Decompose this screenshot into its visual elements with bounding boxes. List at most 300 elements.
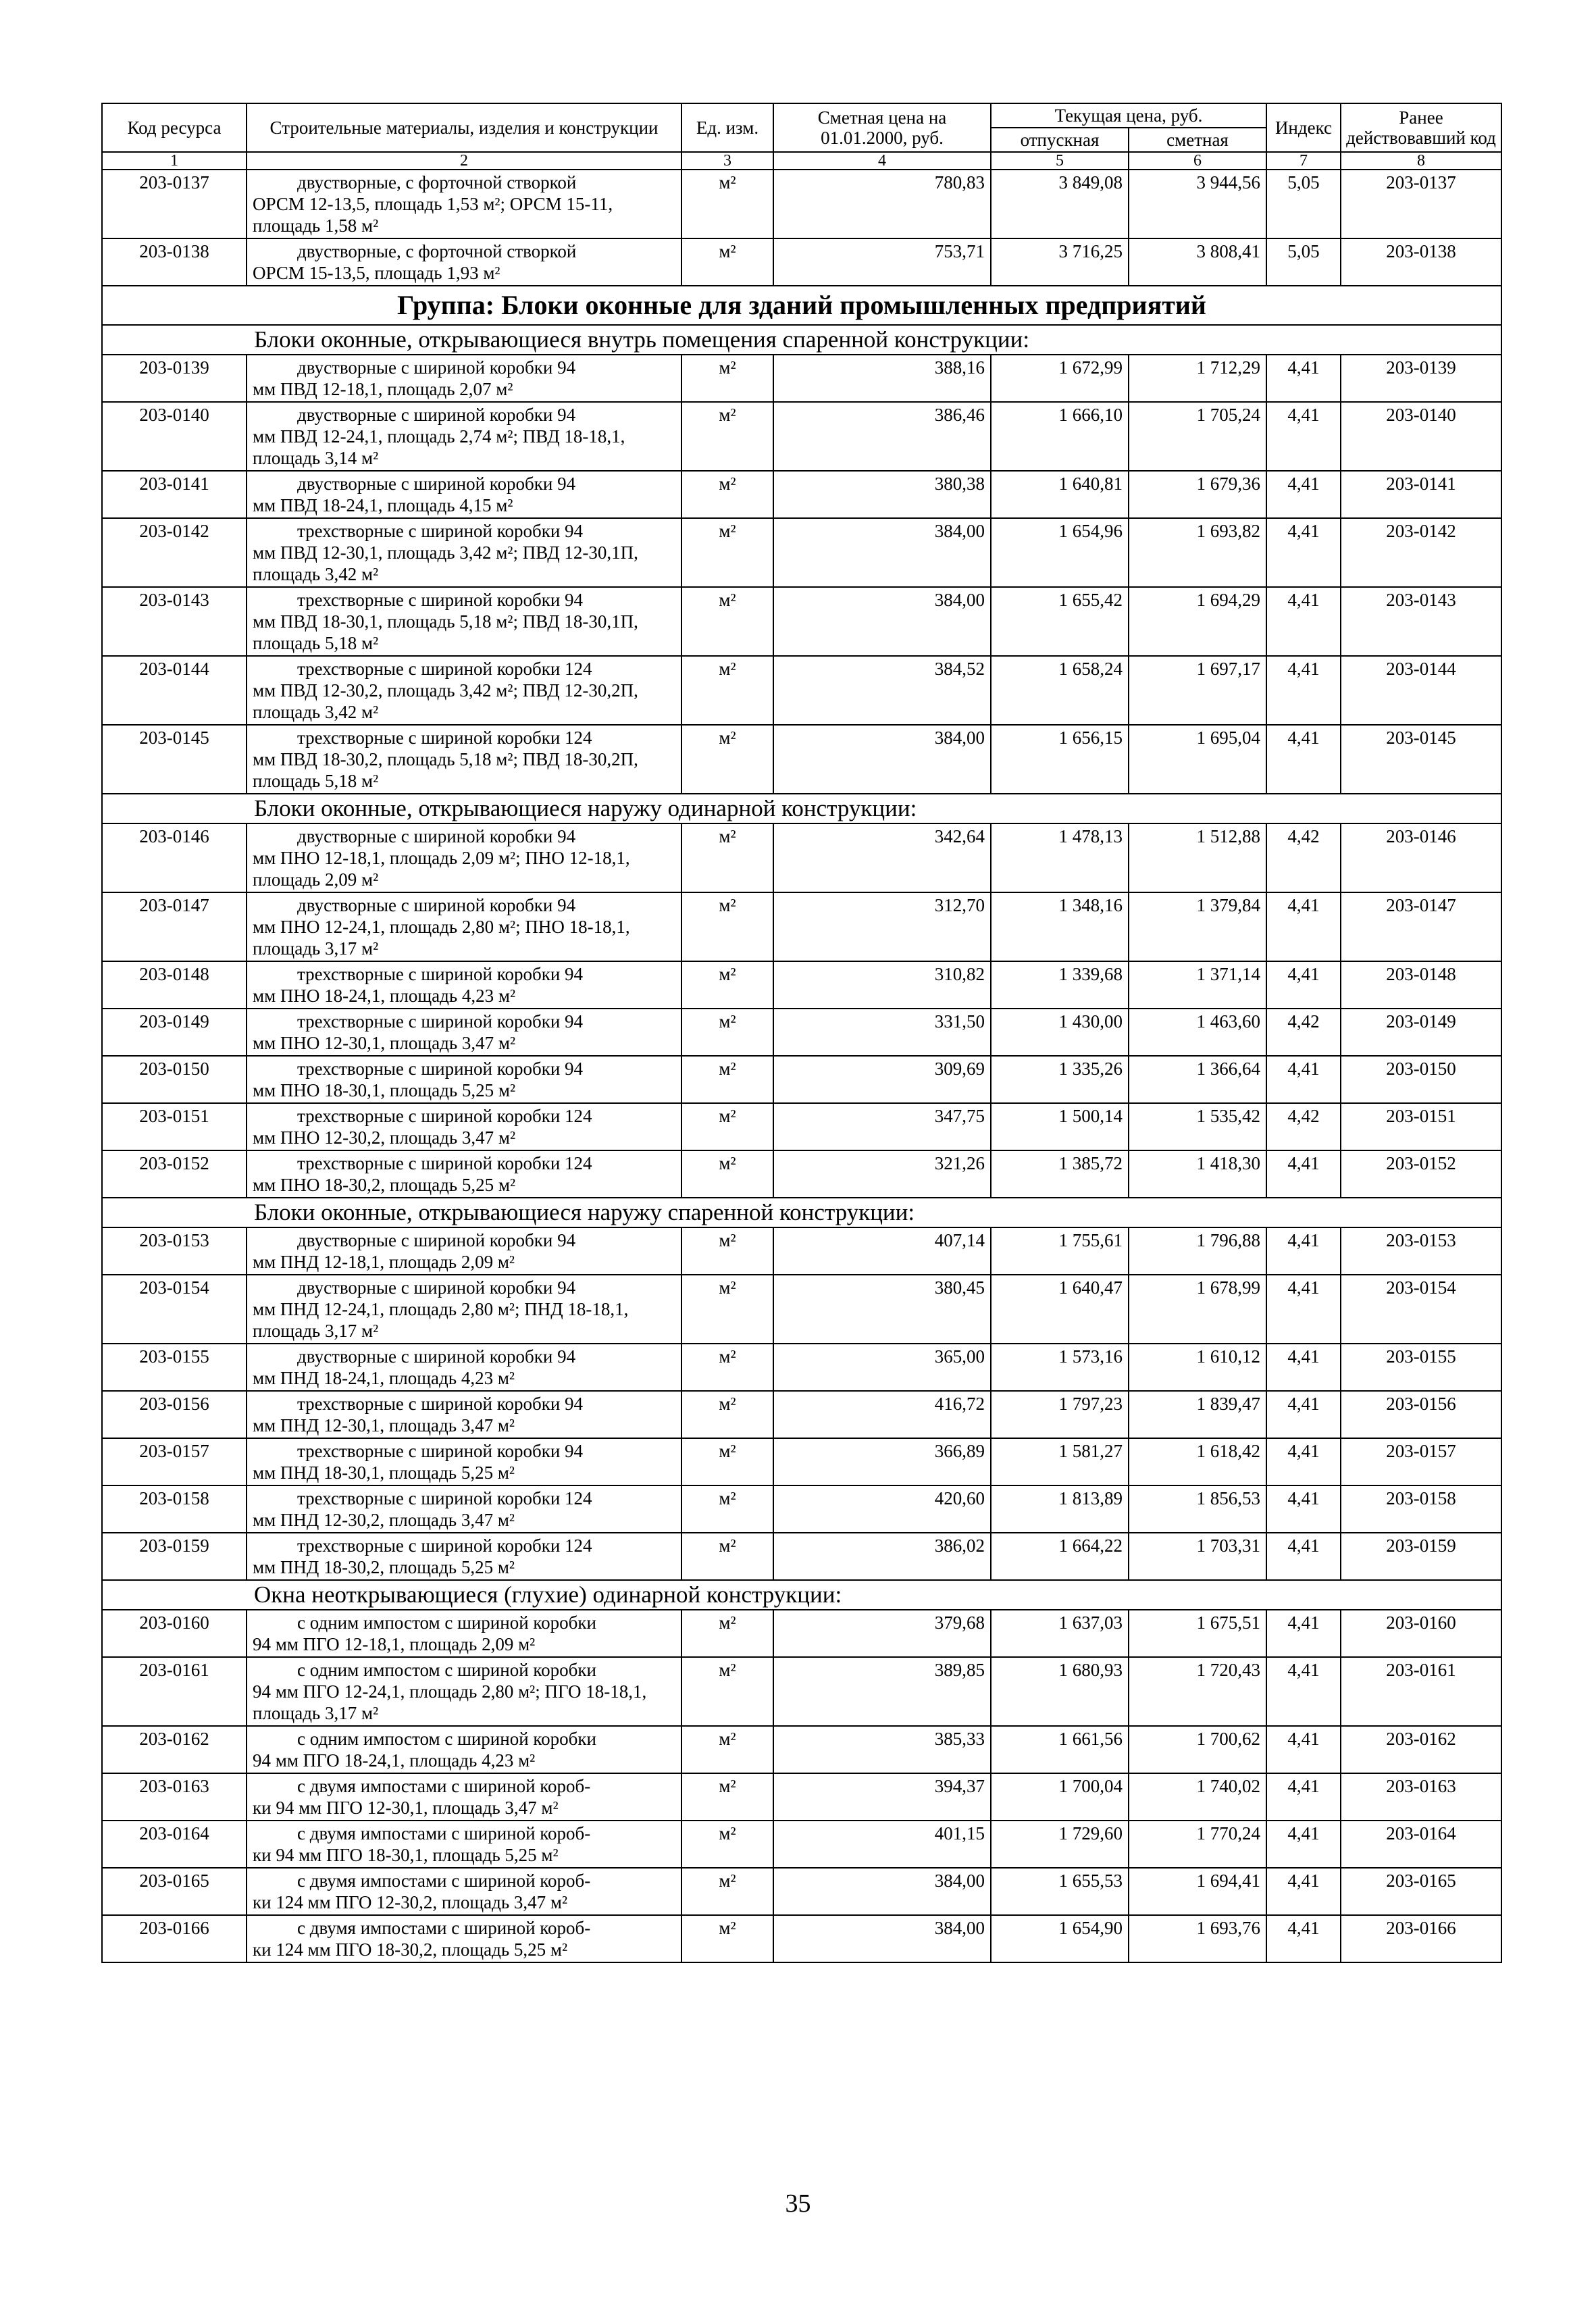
resource-code-cell: 203-0154 xyxy=(102,1275,247,1344)
table-row xyxy=(102,1275,1501,1344)
price-2000-cell: 420,60 xyxy=(773,1485,991,1533)
price-table xyxy=(101,103,1502,1963)
table-row xyxy=(102,1821,1501,1868)
description-first-line: трехстворные с шириной коробки 94 xyxy=(297,521,584,541)
description-cell xyxy=(247,1344,681,1391)
header-number-6: 6 xyxy=(1129,152,1266,170)
table-row xyxy=(102,471,1501,518)
description-cell xyxy=(247,1610,681,1657)
index-cell: 4,41 xyxy=(1266,355,1341,402)
description-cell xyxy=(247,1009,681,1056)
old-code-cell: 203-0137 xyxy=(1341,170,1501,238)
unit-cell: м² xyxy=(681,1821,773,1868)
index-cell: 4,41 xyxy=(1266,1227,1341,1275)
estimate-price-cell: 1 705,24 xyxy=(1129,402,1266,471)
price-2000-cell: 342,64 xyxy=(773,823,991,892)
description-cell xyxy=(247,1533,681,1580)
index-cell: 4,41 xyxy=(1266,892,1341,961)
description-first-line: с двумя импостами с шириной короб- xyxy=(297,1918,591,1938)
resource-code-cell: 203-0166 xyxy=(102,1915,247,1962)
release-price-cell: 1 680,93 xyxy=(991,1657,1129,1726)
price-2000-cell: 385,33 xyxy=(773,1726,991,1773)
description-rest: мм ПВД 18-30,1, площадь 5,18 м²; ПВД 18-30,1П, площадь 5,18 м² xyxy=(253,611,638,653)
description-rest: мм ПНО 12-24,1, площадь 2,80 м²; ПНО 18-18,1, площадь 3,17 м² xyxy=(253,917,630,959)
description-first-line: трехстворные с шириной коробки 94 xyxy=(297,1394,584,1414)
description-first-line: двустворные с шириной коробки 94 xyxy=(297,826,576,846)
header-estimate-price-2000: Сметная цена на 01.01.2000, руб. xyxy=(773,103,991,152)
old-code-cell: 203-0148 xyxy=(1341,961,1501,1009)
old-code-cell: 203-0142 xyxy=(1341,518,1501,587)
old-code-cell: 203-0155 xyxy=(1341,1344,1501,1391)
unit-cell: м² xyxy=(681,1103,773,1150)
unit-cell: м² xyxy=(681,1657,773,1726)
price-2000-cell: 407,14 xyxy=(773,1227,991,1275)
price-2000-cell: 379,68 xyxy=(773,1610,991,1657)
index-cell: 4,41 xyxy=(1266,1868,1341,1915)
release-price-cell: 1 813,89 xyxy=(991,1485,1129,1533)
resource-code-cell: 203-0146 xyxy=(102,823,247,892)
description-rest: мм ПВД 12-30,1, площадь 3,42 м²; ПВД 12-30,1П, площадь 3,42 м² xyxy=(253,542,638,584)
estimate-price-cell: 3 944,56 xyxy=(1129,170,1266,238)
release-price-cell: 1 656,15 xyxy=(991,725,1129,794)
description-first-line: трехстворные с шириной коробки 94 xyxy=(297,1059,584,1079)
table-row xyxy=(102,725,1501,794)
price-2000-cell: 753,71 xyxy=(773,238,991,286)
description-first-line: трехстворные с шириной коробки 94 xyxy=(297,590,584,610)
description-cell xyxy=(247,402,681,471)
price-2000-cell: 386,02 xyxy=(773,1533,991,1580)
description-first-line: двустворные, с форточной створкой xyxy=(297,241,577,261)
estimate-price-cell: 1 371,14 xyxy=(1129,961,1266,1009)
old-code-cell: 203-0153 xyxy=(1341,1227,1501,1275)
unit-cell: м² xyxy=(681,402,773,471)
description-cell xyxy=(247,1915,681,1962)
subgroup-heading: Блоки оконные, открывающиеся наружу одинарной конструкции: xyxy=(102,794,1501,823)
estimate-price-cell: 1 678,99 xyxy=(1129,1275,1266,1344)
price-2000-cell: 321,26 xyxy=(773,1150,991,1198)
table-row xyxy=(102,1485,1501,1533)
estimate-price-cell: 1 512,88 xyxy=(1129,823,1266,892)
description-first-line: двустворные с шириной коробки 94 xyxy=(297,405,576,425)
subgroup-heading-row xyxy=(102,1198,1501,1227)
unit-cell: м² xyxy=(681,587,773,656)
estimate-price-cell: 1 712,29 xyxy=(1129,355,1266,402)
group-heading-row xyxy=(102,286,1501,325)
resource-code-cell: 203-0143 xyxy=(102,587,247,656)
old-code-cell: 203-0150 xyxy=(1341,1056,1501,1103)
header-release-price: отпускная xyxy=(991,128,1129,152)
index-cell: 4,41 xyxy=(1266,1657,1341,1726)
estimate-price-cell: 1 796,88 xyxy=(1129,1227,1266,1275)
description-cell xyxy=(247,725,681,794)
resource-code-cell: 203-0157 xyxy=(102,1438,247,1485)
price-2000-cell: 401,15 xyxy=(773,1821,991,1868)
description-rest: мм ПНД 18-24,1, площадь 4,23 м² xyxy=(253,1368,515,1388)
price-2000-cell: 384,00 xyxy=(773,725,991,794)
old-code-cell: 203-0158 xyxy=(1341,1485,1501,1533)
old-code-cell: 203-0138 xyxy=(1341,238,1501,286)
description-first-line: с одним импостом с шириной коробки xyxy=(297,1660,596,1680)
description-rest: мм ПВД 18-30,2, площадь 5,18 м²; ПВД 18-30,2П, площадь 5,18 м² xyxy=(253,749,638,791)
description-rest: мм ПВД 12-24,1, площадь 2,74 м²; ПВД 18-18,1, площадь 3,14 м² xyxy=(253,426,625,468)
index-cell: 4,41 xyxy=(1266,1150,1341,1198)
table-row xyxy=(102,823,1501,892)
old-code-cell: 203-0162 xyxy=(1341,1726,1501,1773)
index-cell: 4,41 xyxy=(1266,1915,1341,1962)
unit-cell: м² xyxy=(681,518,773,587)
description-cell xyxy=(247,1056,681,1103)
index-cell: 4,42 xyxy=(1266,1103,1341,1150)
index-cell: 4,41 xyxy=(1266,1485,1341,1533)
resource-code-cell: 203-0144 xyxy=(102,656,247,725)
table-row xyxy=(102,170,1501,238)
description-cell xyxy=(247,823,681,892)
estimate-price-cell: 1 675,51 xyxy=(1129,1610,1266,1657)
price-2000-cell: 388,16 xyxy=(773,355,991,402)
old-code-cell: 203-0157 xyxy=(1341,1438,1501,1485)
unit-cell: м² xyxy=(681,1533,773,1580)
release-price-cell: 1 755,61 xyxy=(991,1227,1129,1275)
unit-cell: м² xyxy=(681,471,773,518)
resource-code-cell: 203-0142 xyxy=(102,518,247,587)
estimate-price-cell: 1 694,29 xyxy=(1129,587,1266,656)
subgroup-heading: Блоки оконные, открывающиеся наружу спаренной конструкции: xyxy=(102,1198,1501,1227)
description-cell xyxy=(247,1150,681,1198)
description-first-line: двустворные с шириной коробки 94 xyxy=(297,1230,576,1250)
release-price-cell: 1 573,16 xyxy=(991,1344,1129,1391)
table-body xyxy=(102,170,1501,1962)
table-row xyxy=(102,1868,1501,1915)
old-code-cell: 203-0149 xyxy=(1341,1009,1501,1056)
release-price-cell: 1 637,03 xyxy=(991,1610,1129,1657)
index-cell: 4,42 xyxy=(1266,1009,1341,1056)
estimate-price-cell: 1 770,24 xyxy=(1129,1821,1266,1868)
release-price-cell: 1 654,90 xyxy=(991,1915,1129,1962)
old-code-cell: 203-0139 xyxy=(1341,355,1501,402)
index-cell: 4,41 xyxy=(1266,518,1341,587)
price-2000-cell: 780,83 xyxy=(773,170,991,238)
description-rest: 94 мм ПГО 18-24,1, площадь 4,23 м² xyxy=(253,1750,536,1771)
description-rest: мм ПНО 12-30,1, площадь 3,47 м² xyxy=(253,1033,516,1053)
header-number-8: 8 xyxy=(1341,152,1501,170)
resource-code-cell: 203-0156 xyxy=(102,1391,247,1438)
header-index: Индекс xyxy=(1266,103,1341,152)
index-cell: 4,41 xyxy=(1266,1726,1341,1773)
release-price-cell: 1 672,99 xyxy=(991,355,1129,402)
old-code-cell: 203-0159 xyxy=(1341,1533,1501,1580)
old-code-cell: 203-0147 xyxy=(1341,892,1501,961)
release-price-cell: 1 658,24 xyxy=(991,656,1129,725)
description-rest: ки 124 мм ПГО 12-30,2, площадь 3,47 м² xyxy=(253,1892,568,1912)
index-cell: 4,41 xyxy=(1266,1610,1341,1657)
estimate-price-cell: 1 366,64 xyxy=(1129,1056,1266,1103)
table-row xyxy=(102,1657,1501,1726)
table-row xyxy=(102,1915,1501,1962)
resource-code-cell: 203-0139 xyxy=(102,355,247,402)
table-row xyxy=(102,587,1501,656)
subgroup-heading-row xyxy=(102,325,1501,355)
group-heading: Группа: Блоки оконные для зданий промышленных предприятий xyxy=(102,286,1501,325)
index-cell: 4,41 xyxy=(1266,725,1341,794)
price-2000-cell: 384,00 xyxy=(773,587,991,656)
resource-code-cell: 203-0158 xyxy=(102,1485,247,1533)
table-row xyxy=(102,1344,1501,1391)
description-rest: ки 124 мм ПГО 18-30,2, площадь 5,25 м² xyxy=(253,1939,568,1960)
table-row xyxy=(102,1610,1501,1657)
description-rest: мм ПНО 12-30,2, площадь 3,47 м² xyxy=(253,1127,516,1148)
release-price-cell: 1 664,22 xyxy=(991,1533,1129,1580)
price-2000-cell: 384,00 xyxy=(773,1915,991,1962)
description-rest: мм ПНО 18-30,1, площадь 5,25 м² xyxy=(253,1080,516,1100)
release-price-cell: 1 500,14 xyxy=(991,1103,1129,1150)
description-first-line: с двумя импостами с шириной короб- xyxy=(297,1871,591,1891)
resource-code-cell: 203-0150 xyxy=(102,1056,247,1103)
subgroup-heading: Окна неоткрывающиеся (глухие) одинарной конструкции: xyxy=(102,1580,1501,1610)
description-rest: ки 94 мм ПГО 12-30,1, площадь 3,47 м² xyxy=(253,1798,559,1818)
description-first-line: трехстворные с шириной коробки 124 xyxy=(297,728,592,748)
price-2000-cell: 389,85 xyxy=(773,1657,991,1726)
old-code-cell: 203-0144 xyxy=(1341,656,1501,725)
unit-cell: м² xyxy=(681,1056,773,1103)
estimate-price-cell: 1 693,82 xyxy=(1129,518,1266,587)
price-2000-cell: 386,46 xyxy=(773,402,991,471)
description-cell xyxy=(247,1227,681,1275)
table-row xyxy=(102,355,1501,402)
price-table-sheet xyxy=(101,103,1501,1963)
unit-cell: м² xyxy=(681,1868,773,1915)
description-rest: мм ПНД 12-24,1, площадь 2,80 м²; ПНД 18-18,1, площадь 3,17 м² xyxy=(253,1299,629,1341)
estimate-price-cell: 1 463,60 xyxy=(1129,1009,1266,1056)
description-cell xyxy=(247,587,681,656)
table-row xyxy=(102,1533,1501,1580)
description-first-line: с одним импостом с шириной коробки xyxy=(297,1729,596,1749)
description-rest: мм ПВД 12-18,1, площадь 2,07 м² xyxy=(253,379,513,399)
estimate-price-cell: 3 808,41 xyxy=(1129,238,1266,286)
unit-cell: м² xyxy=(681,1150,773,1198)
resource-code-cell: 203-0140 xyxy=(102,402,247,471)
subgroup-heading-row xyxy=(102,794,1501,823)
old-code-cell: 203-0163 xyxy=(1341,1773,1501,1821)
price-2000-cell: 366,89 xyxy=(773,1438,991,1485)
table-row xyxy=(102,238,1501,286)
description-cell xyxy=(247,1275,681,1344)
index-cell: 4,42 xyxy=(1266,823,1341,892)
table-row xyxy=(102,961,1501,1009)
description-rest: ОРСМ 15-13,5, площадь 1,93 м² xyxy=(253,263,500,283)
estimate-price-cell: 1 856,53 xyxy=(1129,1485,1266,1533)
description-cell xyxy=(247,1391,681,1438)
unit-cell: м² xyxy=(681,961,773,1009)
estimate-price-cell: 1 703,31 xyxy=(1129,1533,1266,1580)
header-number-7: 7 xyxy=(1266,152,1341,170)
description-cell xyxy=(247,892,681,961)
release-price-cell: 1 335,26 xyxy=(991,1056,1129,1103)
release-price-cell: 1 430,00 xyxy=(991,1009,1129,1056)
resource-code-cell: 203-0151 xyxy=(102,1103,247,1150)
release-price-cell: 3 716,25 xyxy=(991,238,1129,286)
description-rest: мм ПВД 18-24,1, площадь 4,15 м² xyxy=(253,495,513,515)
index-cell: 4,41 xyxy=(1266,1533,1341,1580)
price-2000-cell: 384,52 xyxy=(773,656,991,725)
estimate-price-cell: 1 695,04 xyxy=(1129,725,1266,794)
index-cell: 4,41 xyxy=(1266,1438,1341,1485)
description-cell xyxy=(247,518,681,587)
description-cell xyxy=(247,1485,681,1533)
price-2000-cell: 331,50 xyxy=(773,1009,991,1056)
description-first-line: двустворные с шириной коробки 94 xyxy=(297,357,576,378)
release-price-cell: 1 478,13 xyxy=(991,823,1129,892)
header-number-5: 5 xyxy=(991,152,1129,170)
unit-cell: м² xyxy=(681,1485,773,1533)
resource-code-cell: 203-0165 xyxy=(102,1868,247,1915)
table-row xyxy=(102,1438,1501,1485)
description-rest: мм ПНД 18-30,1, площадь 5,25 м² xyxy=(253,1463,515,1483)
estimate-price-cell: 1 694,41 xyxy=(1129,1868,1266,1915)
header-old-code: Ранее действовавший код xyxy=(1341,103,1501,152)
description-first-line: с одним импостом с шириной коробки xyxy=(297,1612,596,1633)
unit-cell: м² xyxy=(681,1726,773,1773)
description-cell xyxy=(247,656,681,725)
table-row xyxy=(102,892,1501,961)
description-cell xyxy=(247,355,681,402)
unit-cell: м² xyxy=(681,1227,773,1275)
release-price-cell: 1 385,72 xyxy=(991,1150,1129,1198)
description-rest: мм ПНО 18-30,2, площадь 5,25 м² xyxy=(253,1175,516,1195)
unit-cell: м² xyxy=(681,1391,773,1438)
description-first-line: трехстворные с шириной коробки 94 xyxy=(297,964,584,984)
estimate-price-cell: 1 700,62 xyxy=(1129,1726,1266,1773)
description-cell xyxy=(247,961,681,1009)
description-cell xyxy=(247,1657,681,1726)
estimate-price-cell: 1 535,42 xyxy=(1129,1103,1266,1150)
unit-cell: м² xyxy=(681,1275,773,1344)
description-rest: мм ПВД 12-30,2, площадь 3,42 м²; ПВД 12-30,2П, площадь 3,42 м² xyxy=(253,680,638,722)
estimate-price-cell: 1 618,42 xyxy=(1129,1438,1266,1485)
description-cell xyxy=(247,1773,681,1821)
description-first-line: трехстворные с шириной коробки 94 xyxy=(297,1011,584,1032)
page-number: 35 xyxy=(785,2189,811,2218)
unit-cell: м² xyxy=(681,892,773,961)
release-price-cell: 3 849,08 xyxy=(991,170,1129,238)
price-2000-cell: 384,00 xyxy=(773,518,991,587)
estimate-price-cell: 1 418,30 xyxy=(1129,1150,1266,1198)
table-row xyxy=(102,1056,1501,1103)
description-first-line: трехстворные с шириной коробки 124 xyxy=(297,1535,592,1556)
index-cell: 4,41 xyxy=(1266,1344,1341,1391)
description-first-line: трехстворные с шириной коробки 124 xyxy=(297,659,592,679)
old-code-cell: 203-0152 xyxy=(1341,1150,1501,1198)
table-row xyxy=(102,656,1501,725)
release-price-cell: 1 700,04 xyxy=(991,1773,1129,1821)
release-price-cell: 1 666,10 xyxy=(991,402,1129,471)
index-cell: 4,41 xyxy=(1266,402,1341,471)
price-2000-cell: 416,72 xyxy=(773,1391,991,1438)
table-row xyxy=(102,402,1501,471)
description-first-line: трехстворные с шириной коробки 94 xyxy=(297,1441,584,1461)
resource-code-cell: 203-0162 xyxy=(102,1726,247,1773)
unit-cell: м² xyxy=(681,725,773,794)
description-first-line: двустворные, с форточной створкой xyxy=(297,172,577,193)
estimate-price-cell: 1 379,84 xyxy=(1129,892,1266,961)
description-cell xyxy=(247,1868,681,1915)
unit-cell: м² xyxy=(681,238,773,286)
estimate-price-cell: 1 679,36 xyxy=(1129,471,1266,518)
table-row xyxy=(102,1227,1501,1275)
price-2000-cell: 394,37 xyxy=(773,1773,991,1821)
table-header xyxy=(102,103,1501,170)
description-rest: мм ПНД 18-30,2, площадь 5,25 м² xyxy=(253,1557,515,1577)
table-row xyxy=(102,1726,1501,1773)
unit-cell: м² xyxy=(681,1344,773,1391)
unit-cell: м² xyxy=(681,1610,773,1657)
price-2000-cell: 380,38 xyxy=(773,471,991,518)
release-price-cell: 1 654,96 xyxy=(991,518,1129,587)
estimate-price-cell: 1 740,02 xyxy=(1129,1773,1266,1821)
release-price-cell: 1 655,53 xyxy=(991,1868,1129,1915)
description-first-line: с двумя импостами с шириной короб- xyxy=(297,1776,591,1796)
old-code-cell: 203-0143 xyxy=(1341,587,1501,656)
description-first-line: трехстворные с шириной коробки 124 xyxy=(297,1106,592,1126)
table-row xyxy=(102,1150,1501,1198)
resource-code-cell: 203-0153 xyxy=(102,1227,247,1275)
price-2000-cell: 312,70 xyxy=(773,892,991,961)
index-cell: 4,41 xyxy=(1266,656,1341,725)
description-cell xyxy=(247,238,681,286)
header-number-4: 4 xyxy=(773,152,991,170)
resource-code-cell: 203-0148 xyxy=(102,961,247,1009)
header-materials: Строительные материалы, изделия и конструкции xyxy=(247,103,681,152)
description-cell xyxy=(247,170,681,238)
index-cell: 5,05 xyxy=(1266,238,1341,286)
description-cell xyxy=(247,471,681,518)
description-first-line: трехстворные с шириной коробки 124 xyxy=(297,1153,592,1173)
release-price-cell: 1 729,60 xyxy=(991,1821,1129,1868)
estimate-price-cell: 1 839,47 xyxy=(1129,1391,1266,1438)
index-cell: 4,41 xyxy=(1266,1056,1341,1103)
unit-cell: м² xyxy=(681,170,773,238)
old-code-cell: 203-0154 xyxy=(1341,1275,1501,1344)
index-cell: 4,41 xyxy=(1266,1821,1341,1868)
release-price-cell: 1 661,56 xyxy=(991,1726,1129,1773)
unit-cell: м² xyxy=(681,1773,773,1821)
release-price-cell: 1 655,42 xyxy=(991,587,1129,656)
header-unit: Ед. изм. xyxy=(681,103,773,152)
unit-cell: м² xyxy=(681,1915,773,1962)
unit-cell: м² xyxy=(681,656,773,725)
header-resource-code: Код ресурса xyxy=(102,103,247,152)
release-price-cell: 1 348,16 xyxy=(991,892,1129,961)
description-rest: ОРСМ 12-13,5, площадь 1,53 м²; ОРСМ 15-11, площадь 1,58 м² xyxy=(253,194,613,236)
resource-code-cell: 203-0137 xyxy=(102,170,247,238)
release-price-cell: 1 640,47 xyxy=(991,1275,1129,1344)
description-first-line: трехстворные с шириной коробки 124 xyxy=(297,1488,592,1508)
old-code-cell: 203-0141 xyxy=(1341,471,1501,518)
resource-code-cell: 203-0164 xyxy=(102,1821,247,1868)
old-code-cell: 203-0166 xyxy=(1341,1915,1501,1962)
table-row xyxy=(102,1391,1501,1438)
old-code-cell: 203-0164 xyxy=(1341,1821,1501,1868)
description-cell xyxy=(247,1821,681,1868)
resource-code-cell: 203-0155 xyxy=(102,1344,247,1391)
description-first-line: с двумя импостами с шириной короб- xyxy=(297,1823,591,1844)
price-2000-cell: 347,75 xyxy=(773,1103,991,1150)
estimate-price-cell: 1 610,12 xyxy=(1129,1344,1266,1391)
description-first-line: двустворные с шириной коробки 94 xyxy=(297,1277,576,1298)
resource-code-cell: 203-0159 xyxy=(102,1533,247,1580)
index-cell: 4,41 xyxy=(1266,471,1341,518)
resource-code-cell: 203-0152 xyxy=(102,1150,247,1198)
price-2000-cell: 365,00 xyxy=(773,1344,991,1391)
